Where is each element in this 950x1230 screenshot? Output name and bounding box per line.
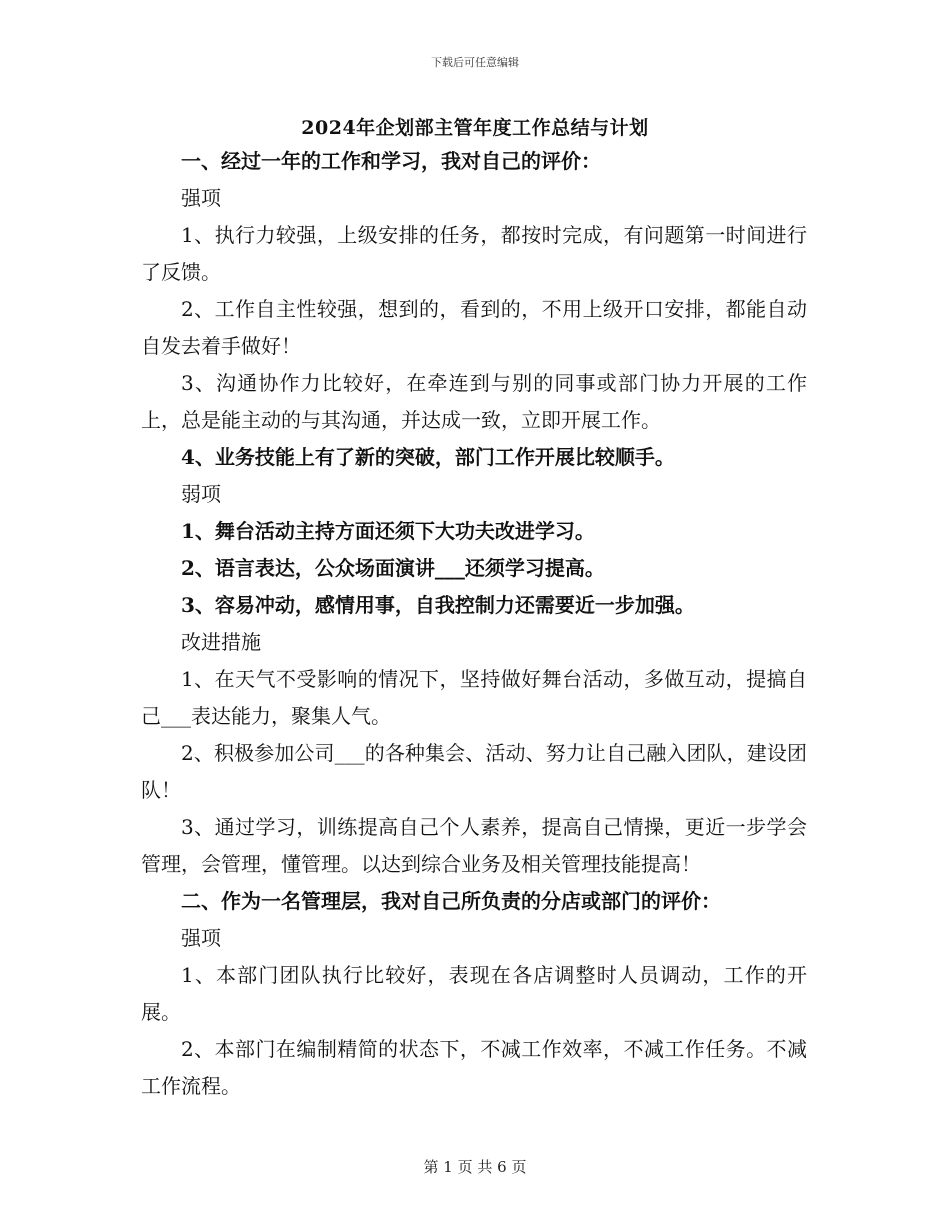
paragraph: 二、作为一名管理层，我对自己所负责的分店或部门的评价： — [181, 889, 721, 913]
paragraph: 强项 — [181, 186, 221, 210]
paragraph: 1、舞台活动主持方面还须下大功夫改进学习。 — [181, 519, 595, 543]
paragraph: 1、在天气不受影响的情况下，坚持做好舞台活动，多做互动，提搞自己___表达能力，聚集人气。 — [141, 667, 807, 728]
paragraph: 1、本部门团队执行比较好，表现在各店调整时人员调动，工作的开展。 — [141, 963, 807, 1024]
document-body — [141, 143, 807, 1105]
page-header: 下载后可任意编辑 — [431, 56, 519, 69]
paragraph: 2、积极参加公司___的各种集会、活动、努力让自己融入团队，建设团队！ — [141, 741, 807, 802]
paragraph: 3、容易冲动，感情用事，自我控制力还需要近一步加强。 — [181, 593, 695, 617]
document-title: 2024年企划部主管年度工作总结与计划 — [301, 117, 649, 139]
paragraph: 改进措施 — [181, 630, 261, 654]
paragraph: 4、业务技能上有了新的突破，部门工作开展比较顺手。 — [181, 445, 675, 469]
paragraph: 一、经过一年的工作和学习，我对自己的评价： — [181, 149, 601, 173]
paragraph: 2、本部门在编制精简的状态下，不减工作效率，不减工作任务。不减工作流程。 — [141, 1037, 807, 1098]
paragraph: 3、沟通协作力比较好，在牵连到与别的同事或部门协力开展的工作上，总是能主动的与其沟通，并达成一致，立即开展工作。 — [141, 371, 807, 432]
paragraph: 弱项 — [181, 482, 221, 506]
paragraph: 2、工作自主性较强，想到的，看到的，不用上级开口安排，都能自动自发去着手做好！ — [141, 297, 807, 358]
paragraph: 强项 — [181, 926, 221, 950]
paragraph: 1、执行力较强，上级安排的任务，都按时完成，有问题第一时间进行了反馈。 — [141, 223, 807, 284]
paragraph: 3、通过学习，训练提高自己个人素养，提高自己情操，更近一步学会管理，会管理，懂管理。以达到综合业务及相关管理技能提高！ — [141, 815, 807, 876]
paragraph: 2、语言表达，公众场面演讲___还须学习提高。 — [181, 556, 605, 580]
page-footer: 第 1 页 共 6 页 — [423, 1158, 527, 1176]
